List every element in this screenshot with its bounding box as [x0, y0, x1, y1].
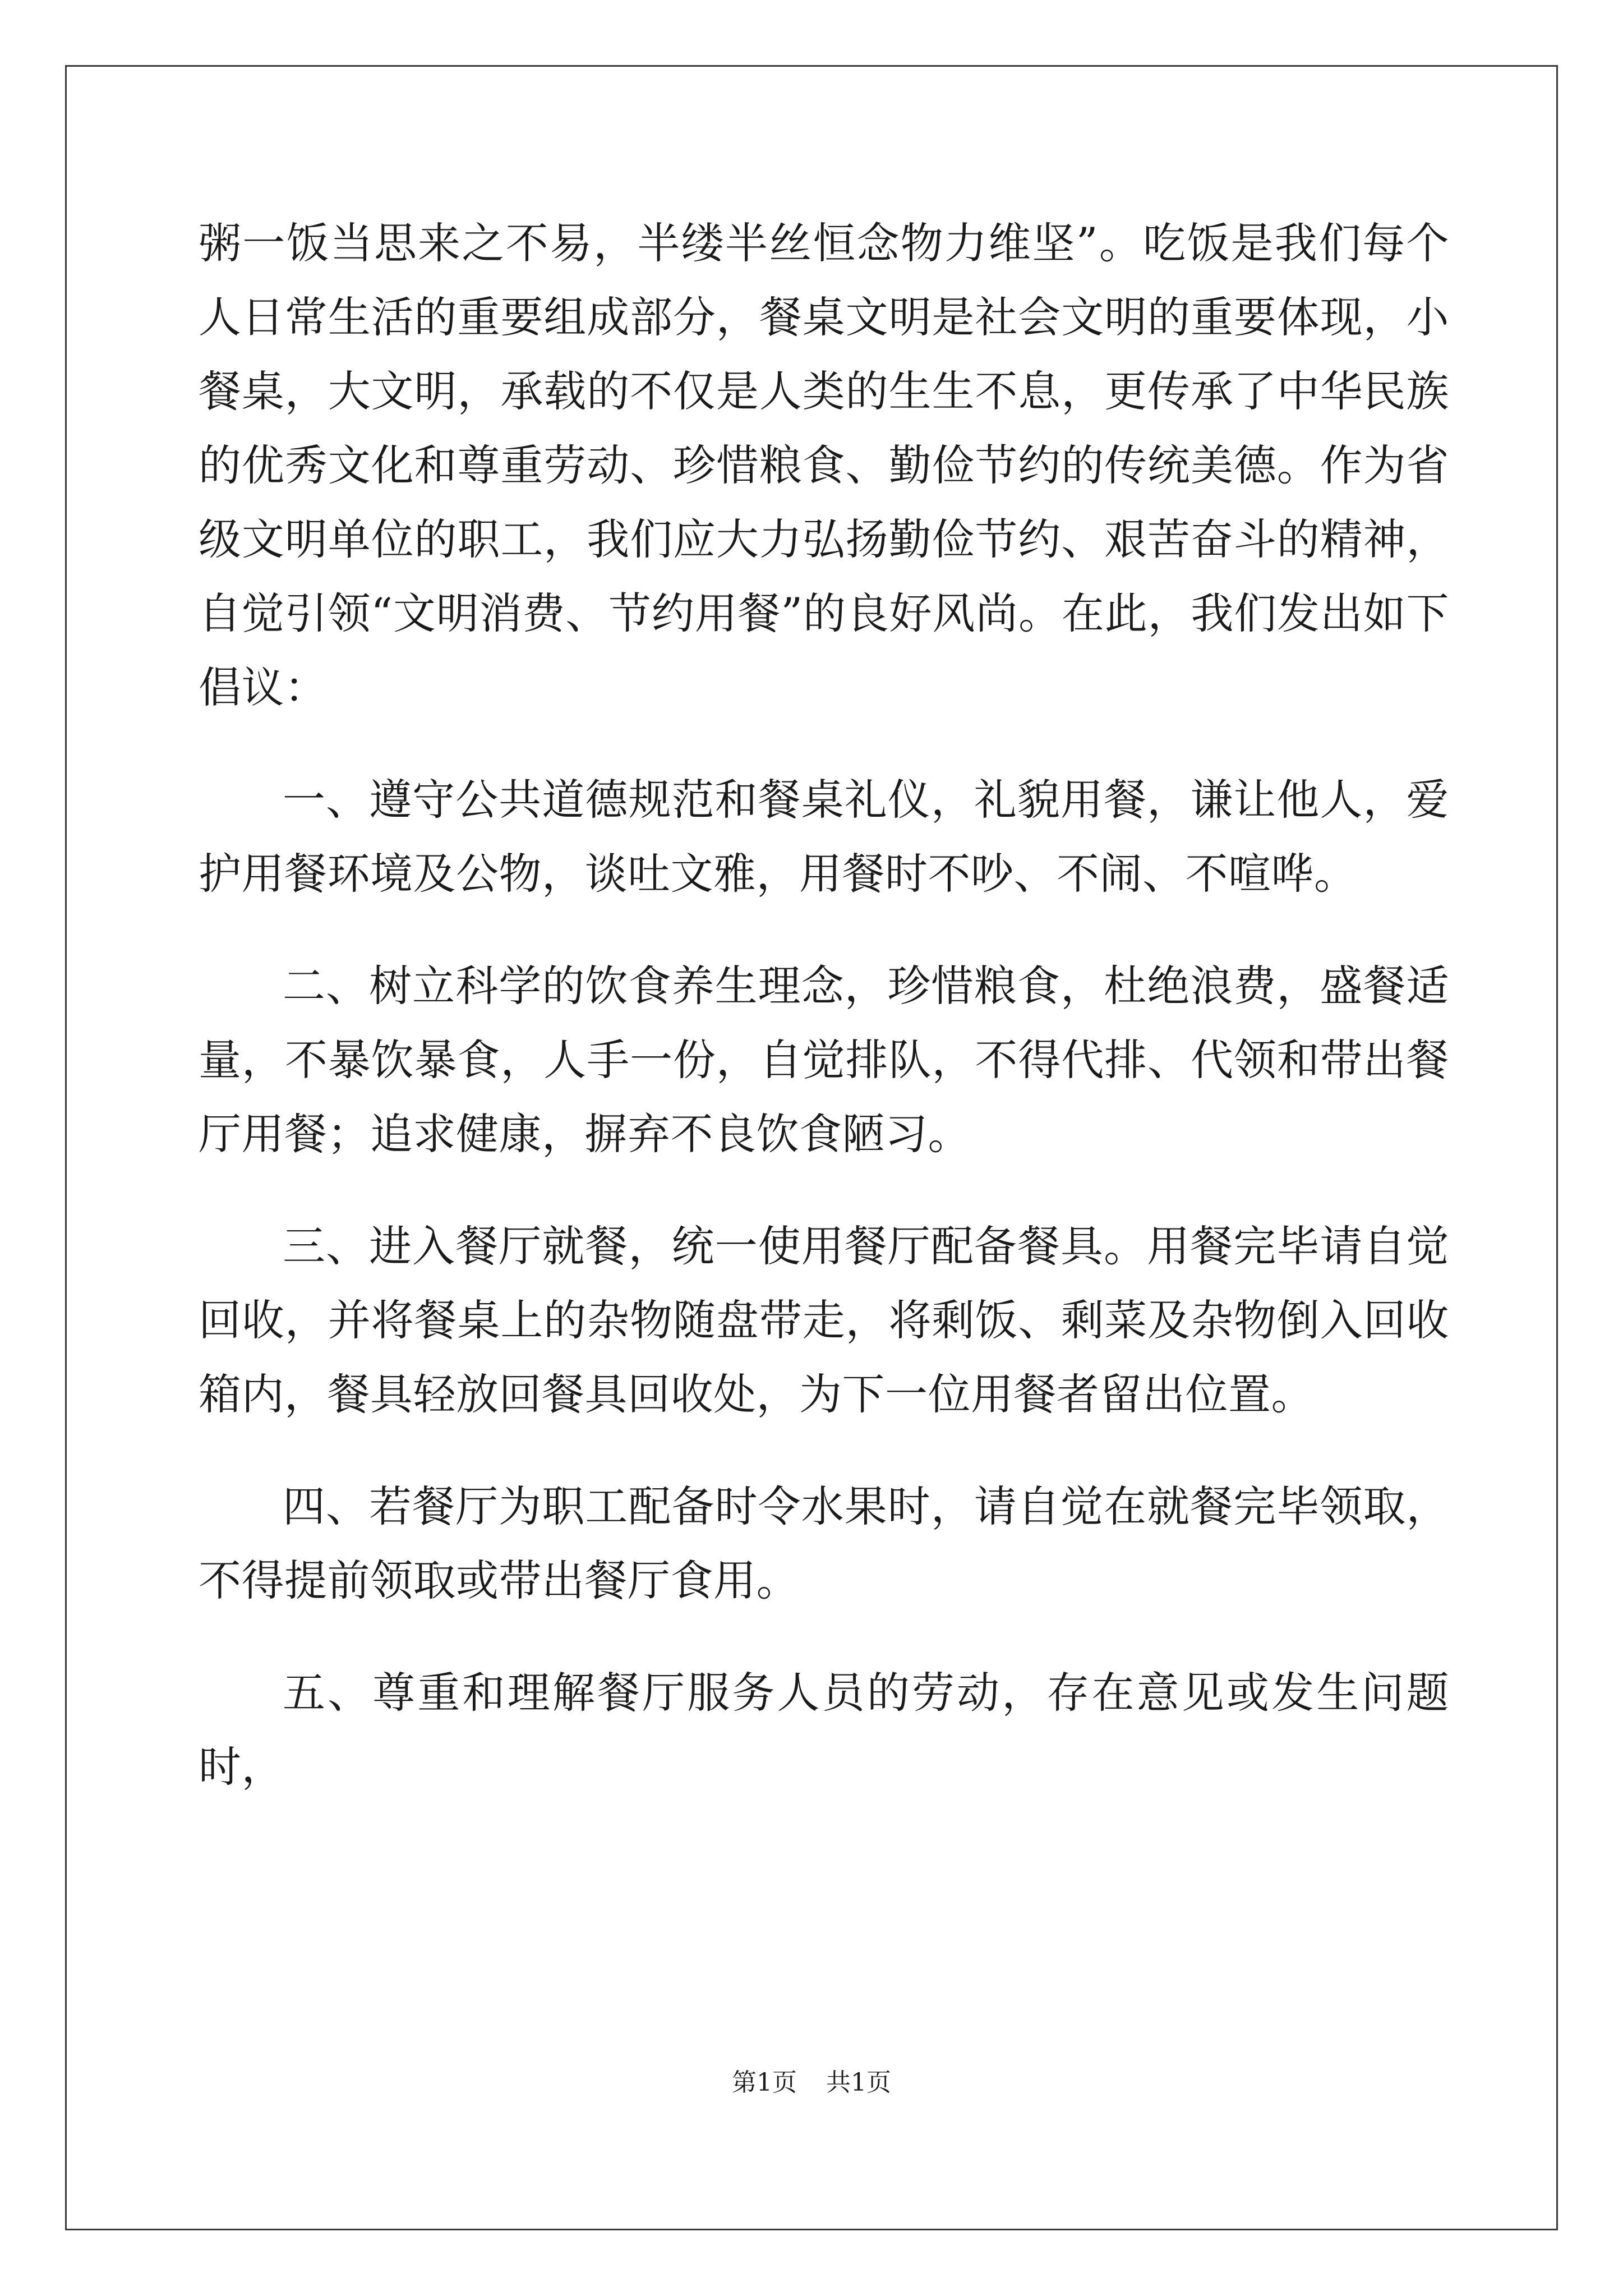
paragraph-item-2: 二、树立科学的饮食养生理念，珍惜粮食，杜绝浪费，盛餐适量，不暴饮暴食，人手一份，自觉排队，不得代排、代领和带出餐厅用餐；追求健康，摒弃不良饮食陋习。: [199, 961, 1449, 1159]
paragraph-intro: 粥一饭当思来之不易，半缕半丝恒念物力维坚”。吃饭是我们每个人日常生活的重要组成部分，餐桌文明是社会文明的重要体现，小餐桌，大文明，承载的不仅是人类的生生不息，更传承了中华民族的优秀文化和尊重劳动、珍惜粮食、勤俭节约的传统美德。作为省级文明单位的职工，我们应大力弘扬勤俭节约、艰苦奋斗的精神，自觉引领“文明消费、节约用餐”的良好风尚。在此，我们发出如下倡议：: [199, 218, 1449, 712]
page-number-current: 第1页: [732, 2068, 797, 2097]
paragraph-item-4: 四、若餐厅为职工配备时令水果时，请自觉在就餐完毕领取，不得提前领取或带出餐厅食用。: [199, 1481, 1449, 1605]
page-number-total: 共1页: [826, 2068, 891, 2097]
paragraph-item-1: 一、遵守公共道德规范和餐桌礼仪，礼貌用餐，谦让他人，爱护用餐环境及公物，谈吐文雅，用餐时不吵、不闹、不喧哗。: [199, 775, 1449, 899]
document-body: [199, 206, 1449, 1842]
page-footer: [0, 2062, 1623, 2098]
paragraph-item-3: 三、进入餐厅就餐，统一使用餐厅配备餐具。用餐完毕请自觉回收，并将餐桌上的杂物随盘带走，将剩饭、剩菜及杂物倒入回收箱内，餐具轻放回餐具回收处，为下一位用餐者留出位置。: [199, 1221, 1449, 1419]
paragraph-item-5: 五、尊重和理解餐厅服务人员的劳动，存在意见或发生问题时，: [199, 1668, 1449, 1792]
